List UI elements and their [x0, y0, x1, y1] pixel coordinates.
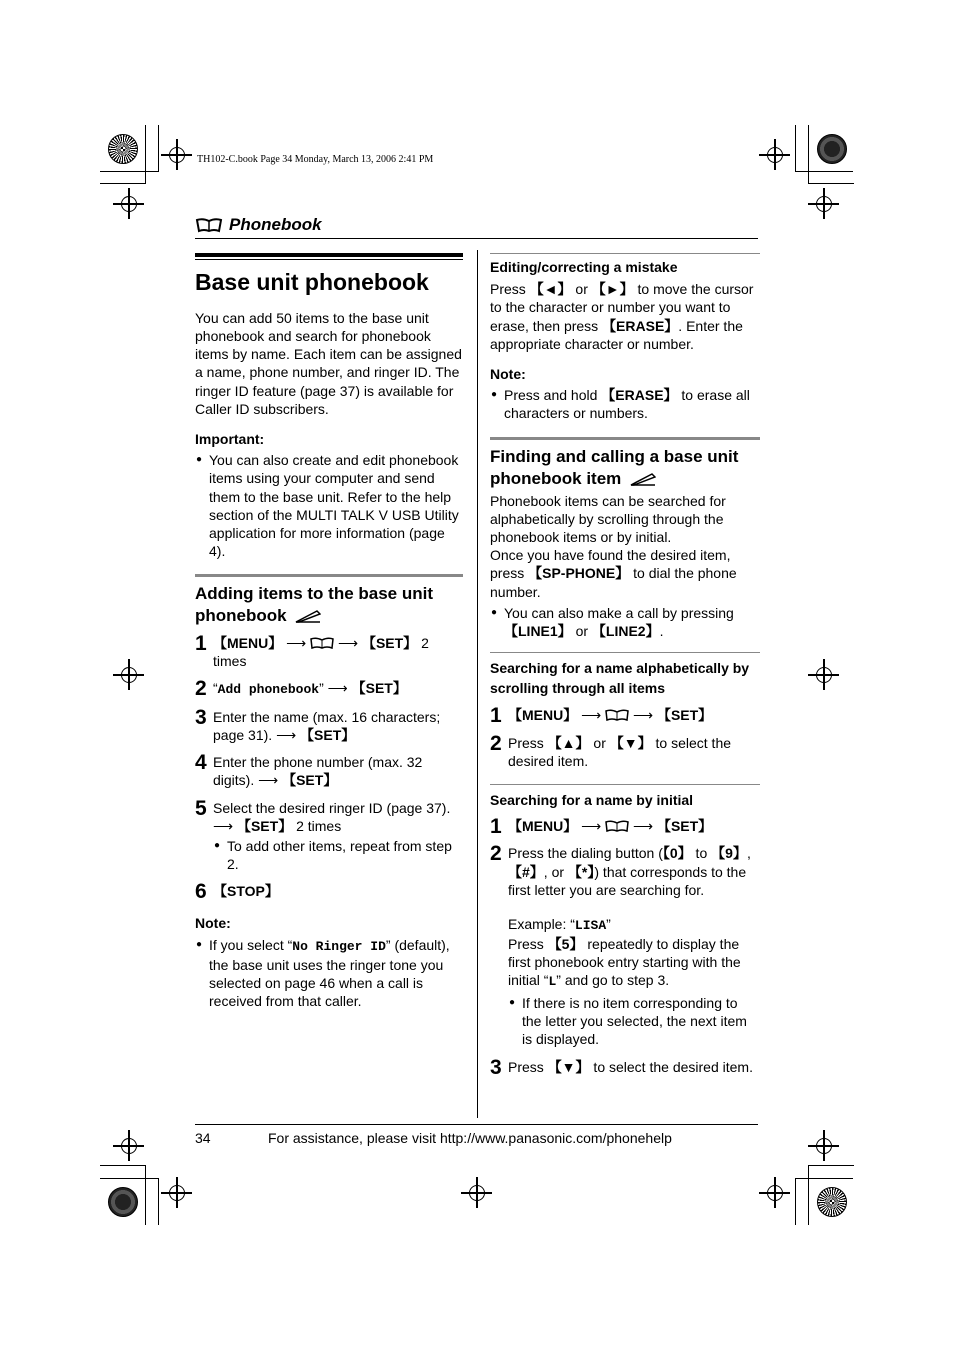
- finding-bullet: ● You can also make a call by pressing 【LINE1】 or 【LINE2】.: [490, 604, 760, 640]
- right-arrow-icon: ⟶: [632, 707, 654, 724]
- registration-mark-icon: [816, 1138, 832, 1154]
- edit-paragraph: Press 【◄】 or 【►】 to move the cursor to the character or number you want to erase, then press 【ERASE】. Enter the appropriate character or number.: [490, 281, 754, 352]
- right-column: [490, 253, 760, 1085]
- menu-key: 【MENU】: [213, 634, 283, 651]
- alpha-step-2: 2 Press 【▲】 or 【▼】 to select the desired item.: [490, 731, 732, 769]
- registration-mark-icon: [121, 196, 137, 212]
- stop-key: 【STOP】: [213, 883, 279, 900]
- initial-step-1: 1 【MENU】 ⟶ ⟶ 【SET】: [490, 815, 713, 839]
- print-stamp: TH102-C.book Page 34 Monday, March 13, 2006 2:41 PM: [197, 154, 434, 165]
- registration-mark-icon: [121, 1138, 137, 1154]
- note-label: Note:: [195, 915, 231, 932]
- line2-key: 【LINE2】: [591, 623, 660, 639]
- alpha-step-1: 1 【MENU】 ⟶ ⟶ 【SET】: [490, 704, 713, 728]
- pencil-icon: [295, 609, 321, 623]
- step-1: 1 【MENU】 ⟶ ⟶ 【SET】 2 times: [195, 631, 429, 669]
- finding-paragraph: Phonebook items can be searched for alphabetically by scrolling through the phonebook items or by initial.: [490, 492, 726, 546]
- book-icon: [195, 217, 223, 233]
- erase-key: 【ERASE】: [602, 317, 679, 334]
- right-arrow-icon: ⟶: [581, 818, 602, 835]
- registration-mark-icon: [767, 147, 783, 163]
- section-rule: [490, 652, 760, 653]
- example-line: Example: “LISA”: [508, 915, 611, 933]
- pencil-icon: [630, 472, 656, 486]
- page-number: 34: [195, 1130, 211, 1146]
- section-rule: [490, 437, 760, 440]
- color-bar-dot-icon: [817, 134, 847, 164]
- page-title: Base unit phonebook: [195, 269, 429, 295]
- section-header: [195, 212, 758, 239]
- book-icon: [605, 820, 629, 832]
- adding-title: Adding items to the base unit phonebook: [195, 584, 434, 626]
- important-label: Important:: [195, 431, 265, 448]
- set-key: 【SET】: [361, 634, 418, 651]
- color-bar-dot-icon: [108, 1187, 138, 1217]
- initial-step-2: 2 Press the dialing button (【0】 to 【9】, 【#】, or 【*】) that corresponds to the first letter you are searching for. Example: “LISA” Press 【5】 repeatedly to display the first phonebook entry starting with the initial “L” and go to step 3. ● If there is no item corresponding to the letter you selected, the next item is displayed.: [490, 844, 760, 1048]
- section-rule: [490, 253, 760, 254]
- right-arrow-icon: ⟶: [581, 707, 602, 724]
- set-key: 【SET】: [656, 818, 713, 835]
- section-rule: [490, 784, 760, 785]
- right-arrow-icon: ⟶: [632, 818, 654, 835]
- initial-bullet: ● If there is no item corresponding to the letter you selected, the next item is displayed.: [508, 994, 760, 1049]
- pound-key: 【#】: [508, 863, 544, 880]
- title-rule: [195, 253, 463, 260]
- page-footer: [195, 1124, 758, 1146]
- right-arrow-icon: ⟶: [276, 726, 297, 743]
- menu-key: 【MENU】: [508, 818, 578, 835]
- book-icon: [605, 709, 629, 721]
- note-bullet: ● Press and hold 【ERASE】 to erase all characters or numbers.: [490, 386, 760, 422]
- intro-paragraph: You can add 50 items to the base unit phonebook and search for phonebook items by name. Each item can be assigned a name, phone number, and ringer ID. The ringer ID feature (page 37) is available for Caller ID subscribers.: [195, 309, 462, 417]
- registration-mark-icon: [767, 1185, 783, 1201]
- right-arrow-icon: ⟶: [286, 634, 307, 651]
- step-3: 3 Enter the name (max. 16 characters; page 31). ⟶ 【SET】: [195, 705, 441, 743]
- initial-title: Searching for a name by initial: [490, 791, 694, 808]
- section-title: Phonebook: [229, 214, 322, 234]
- example-paragraph: Press 【5】 repeatedly to display the first phonebook entry starting with the initial “L” and go to step 3.: [508, 935, 741, 990]
- registration-mark-icon: [121, 667, 137, 683]
- right-arrow-icon: ⟶: [213, 817, 234, 834]
- right-arrow-icon: ⟶: [327, 679, 348, 696]
- note-label: Note:: [490, 365, 526, 382]
- alpha-title: Searching for a name alphabetically by scrolling through all items: [490, 660, 750, 696]
- line1-key: 【LINE1】: [504, 623, 572, 639]
- set-key: 【SET】: [300, 726, 356, 743]
- sp-phone-key: 【SP-PHONE】: [528, 565, 630, 582]
- step-5: 5 Select the desired ringer ID (page 37). ⟶ 【SET】 2 times ● To add other items, repeat from step 2.: [195, 799, 463, 874]
- column-divider: [477, 250, 478, 1118]
- set-key: 【SET】: [282, 772, 338, 789]
- step-2: 2 “Add phonebook” ⟶ 【SET】: [195, 676, 407, 700]
- section-rule: [195, 574, 463, 577]
- set-key: 【SET】: [351, 679, 407, 696]
- down-key: 【▼】: [547, 1058, 590, 1075]
- registration-mark-icon: [816, 196, 832, 212]
- finding-paragraph-2: Once you have found the desired item, press 【SP-PHONE】 to dial the phone number.: [490, 547, 737, 600]
- edit-title: Editing/correcting a mistake: [490, 259, 678, 275]
- registration-mark-icon: [816, 667, 832, 683]
- erase-key: 【ERASE】: [601, 387, 678, 404]
- set-key: 【SET】: [236, 817, 293, 834]
- left-column: [195, 253, 463, 1010]
- finding-title: Finding and calling a base unit phonebook item: [490, 446, 739, 488]
- registration-mark-icon: [469, 1185, 485, 1201]
- star-key: 【*】: [567, 863, 595, 880]
- book-icon: [310, 637, 334, 649]
- right-key: 【►】: [591, 281, 634, 298]
- up-key: 【▲】: [547, 734, 590, 751]
- color-bar-sunburst-icon: [817, 1187, 847, 1217]
- important-bullet: ● You can also create and edit phonebook items using your computer and send them to the base unit. Refer to the help section of the MULTI TALK V USB Utility application for more information (page 4).: [195, 451, 463, 560]
- registration-mark-icon: [169, 1185, 185, 1201]
- color-bar-sunburst-icon: [108, 134, 138, 164]
- set-key: 【SET】: [656, 707, 713, 724]
- right-arrow-icon: ⟶: [258, 772, 279, 789]
- help-link[interactable]: For assistance, please visit http://www.panasonic.com/phonehelp: [268, 1130, 672, 1146]
- left-key: 【◄】: [529, 281, 572, 298]
- down-key: 【▼】: [609, 734, 652, 751]
- note-bullet: ● If you select “No Ringer ID” (default), the base unit uses the ringer tone you selected on page 46 when a call is received from that caller.: [195, 936, 463, 1010]
- right-arrow-icon: ⟶: [337, 634, 359, 651]
- step-4: 4 Enter the phone number (max. 32 digits). ⟶ 【SET】: [195, 751, 423, 789]
- step-5-bullet: ● To add other items, repeat from step 2.: [213, 837, 463, 873]
- menu-key: 【MENU】: [508, 707, 578, 724]
- initial-step-3: 3 Press 【▼】 to select the desired item.: [490, 1055, 753, 1079]
- registration-mark-icon: [169, 147, 185, 163]
- step-6: 6 【STOP】: [195, 880, 279, 904]
